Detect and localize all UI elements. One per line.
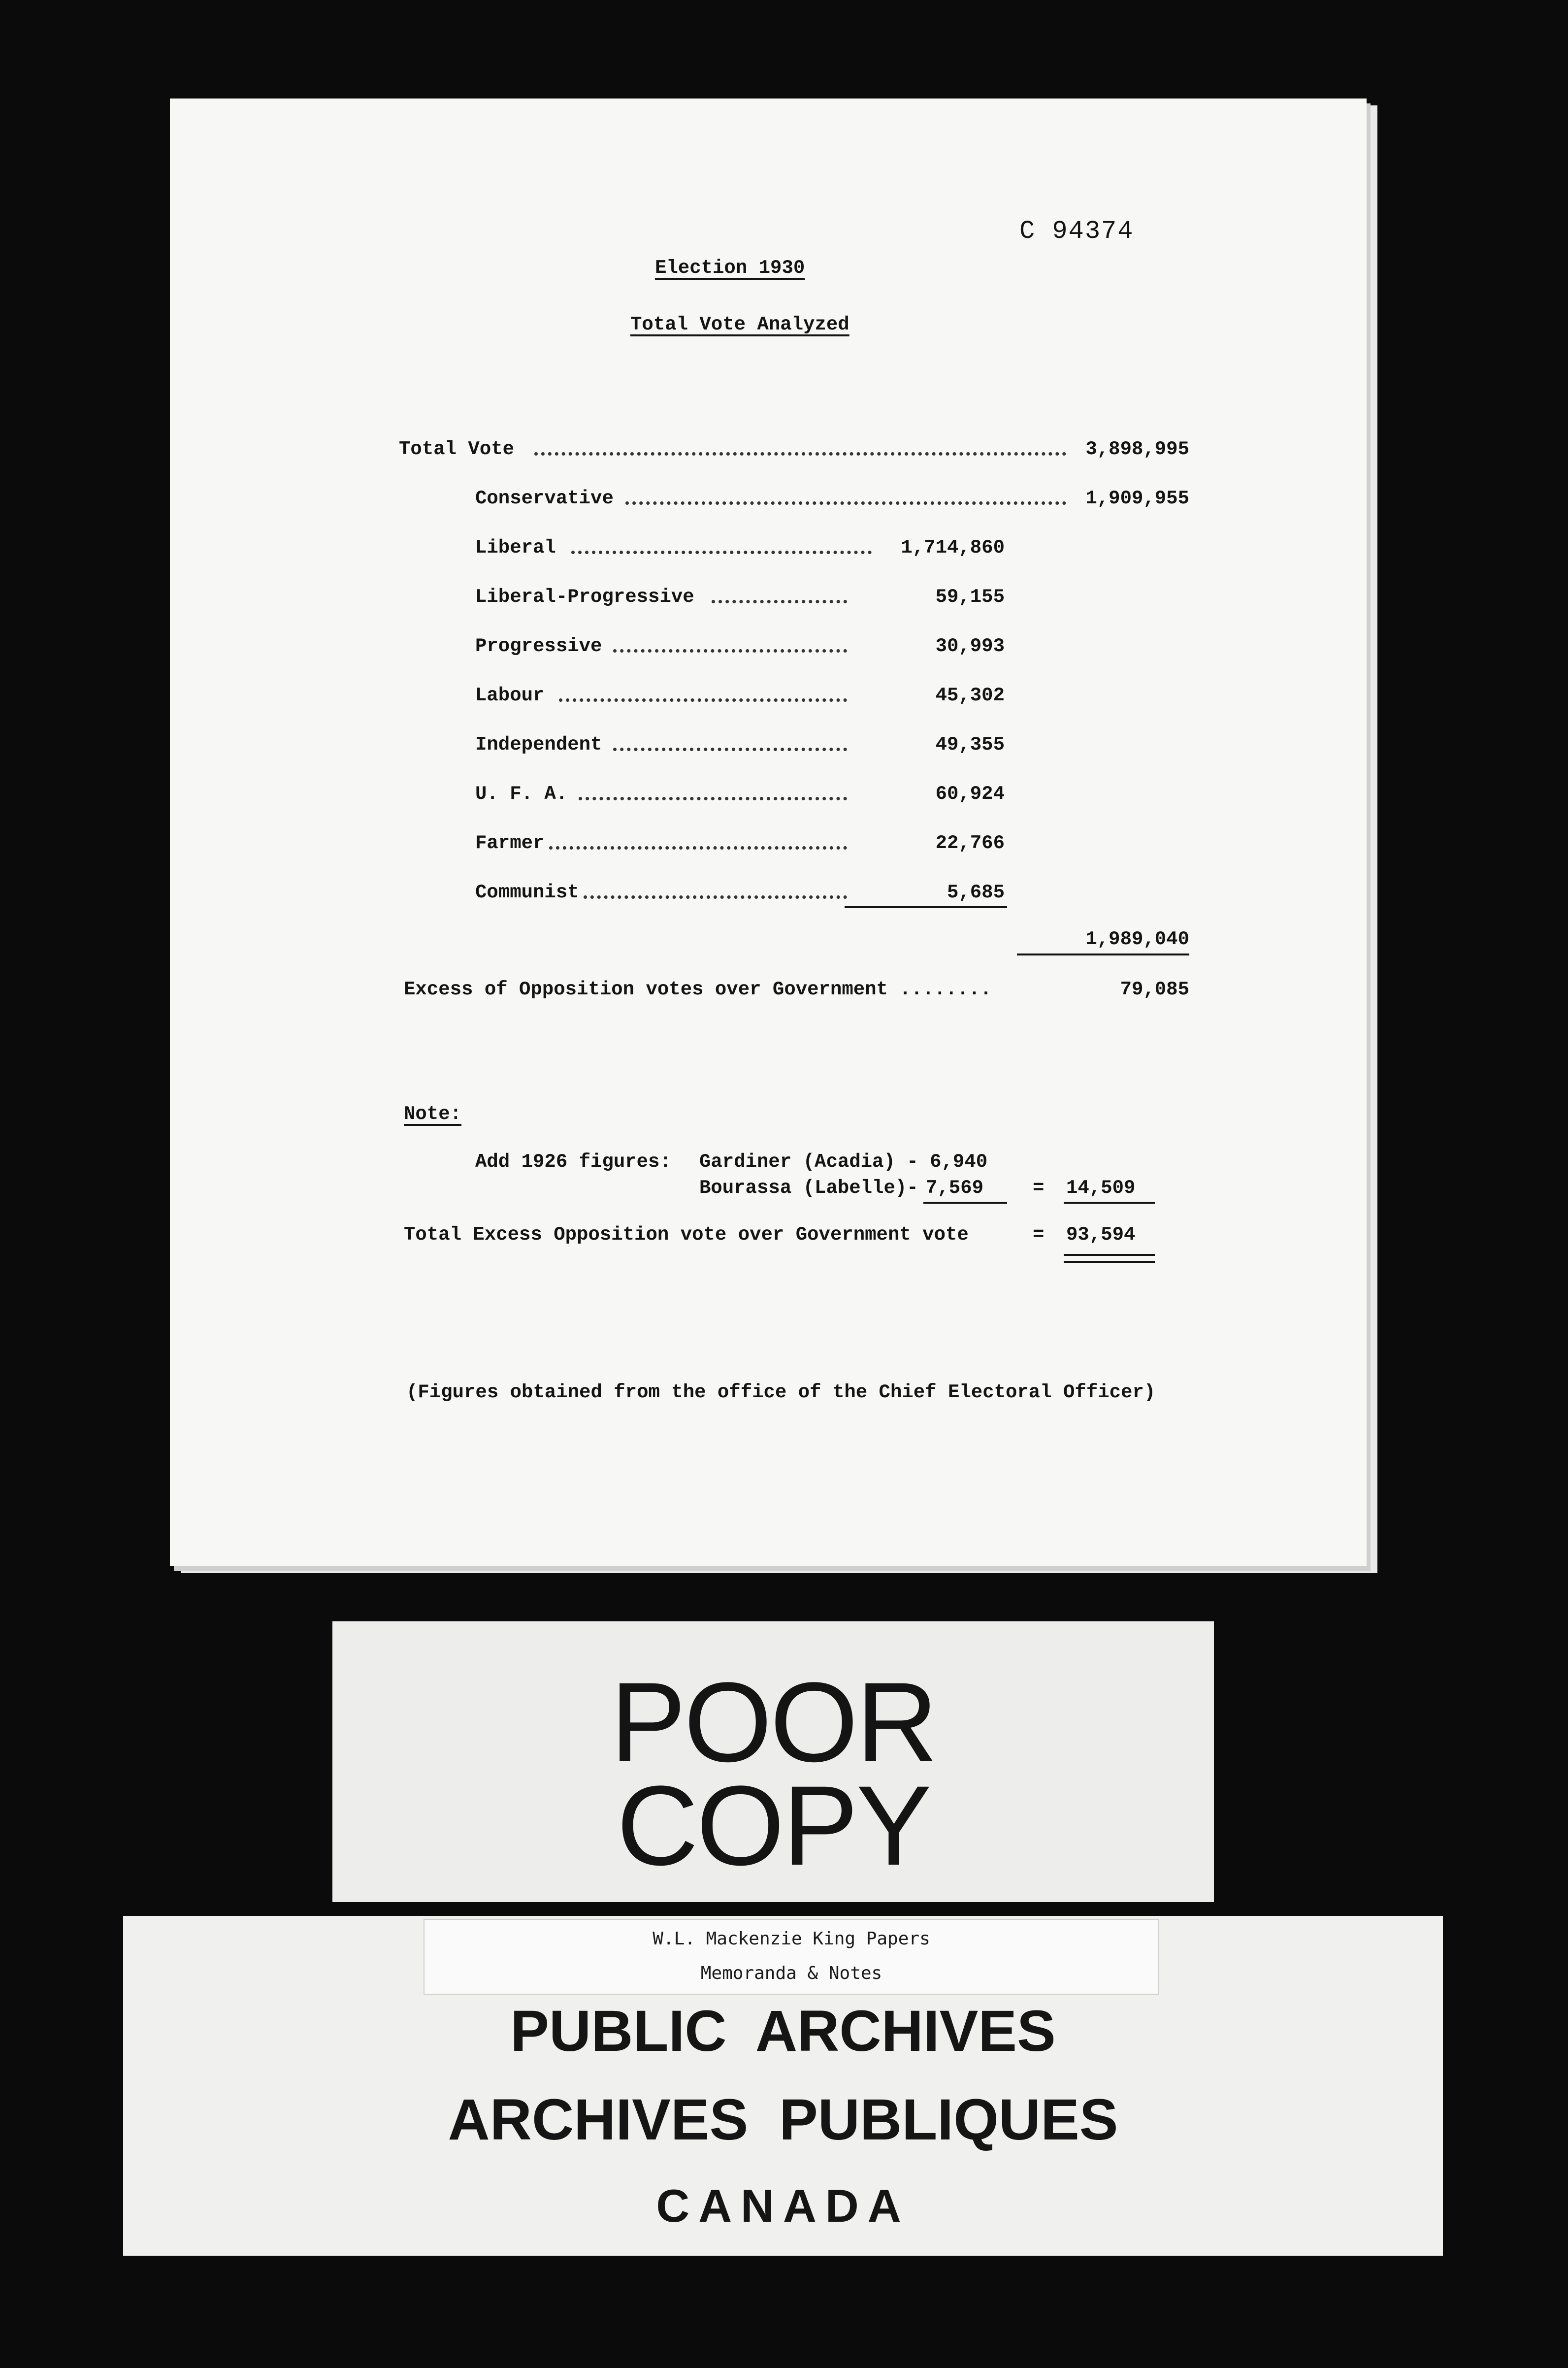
memo-page [170, 99, 1367, 1566]
party-label: U. F. A. [475, 783, 568, 805]
leader-dots [571, 551, 872, 554]
subtotal-rule [845, 906, 1007, 908]
total-rule [1017, 954, 1189, 955]
collection-name: W.L. Mackenzie King Papers [653, 1929, 930, 1949]
party-value: 59,155 [935, 586, 1005, 608]
note-bourassa-value: 7,569 [926, 1177, 984, 1199]
party-label: Independent [475, 734, 602, 756]
total-excess-label: Total Excess Opposition vote over Government vote [404, 1224, 969, 1246]
archive-line-3: CANADA [656, 2180, 910, 2232]
party-value: 1,714,860 [901, 537, 1005, 559]
note-bourassa: Bourassa (Labelle)- [699, 1177, 918, 1199]
note-add-label: Add 1926 figures: [475, 1151, 671, 1173]
leader-dots [549, 846, 847, 850]
party-value: 49,355 [935, 734, 1005, 756]
party-label: Liberal-Progressive [475, 586, 694, 608]
leader-dots [534, 452, 1066, 456]
note-sum: 14,509 [1066, 1177, 1136, 1199]
party-value: 30,993 [935, 635, 1005, 657]
collection-strip [424, 1919, 1159, 1995]
opposition-total: 1,989,040 [1085, 928, 1189, 950]
total-excess-equals: = [1033, 1224, 1045, 1246]
government-label: Conservative [475, 488, 614, 509]
party-value: 45,302 [935, 685, 1005, 706]
party-label: Labour [475, 685, 545, 706]
note-rule [923, 1202, 1007, 1204]
stamp-line-2: COPY [617, 1762, 930, 1889]
note-equals: = [1033, 1177, 1045, 1199]
leader-dots [613, 649, 847, 653]
total-excess-value: 93,594 [1066, 1224, 1136, 1246]
excess-value: 79,085 [1120, 979, 1189, 1000]
memo-title: Election 1930 [655, 257, 805, 279]
poor-copy-stamp [332, 1621, 1214, 1902]
party-label: Communist [475, 882, 579, 903]
leader-dots [584, 895, 847, 899]
reference-number: C 94374 [1019, 217, 1134, 246]
party-value: 5,685 [947, 882, 1005, 903]
party-label: Liberal [475, 537, 556, 559]
leader-dots [559, 698, 847, 702]
archive-label [123, 1916, 1443, 2256]
source-note: (Figures obtained from the office of the Chief Electoral Officer) [406, 1381, 1156, 1403]
leader-dots [613, 748, 847, 751]
excess-label: Excess of Opposition votes over Government ........ [404, 979, 992, 1000]
leader-dots [625, 501, 1066, 505]
party-value: 60,924 [935, 783, 1005, 805]
double-rule-top [1064, 1254, 1155, 1256]
party-label: Progressive [475, 635, 602, 657]
note-sum-rule [1064, 1202, 1155, 1204]
leader-dots [712, 600, 847, 603]
party-label: Farmer [475, 832, 545, 854]
total-vote-value: 3,898,995 [1085, 438, 1189, 460]
archive-line-2: ARCHIVES PUBLIQUES [448, 2087, 1118, 2152]
total-vote-label: Total Vote [399, 438, 515, 460]
leader-dots [579, 797, 847, 800]
double-rule-bottom [1064, 1261, 1155, 1263]
note-label: Note: [404, 1103, 462, 1125]
memo-subtitle: Total Vote Analyzed [630, 314, 849, 335]
archive-line-1: PUBLIC ARCHIVES [510, 1999, 1056, 2064]
government-value: 1,909,955 [1085, 488, 1189, 509]
collection-series: Memoranda & Notes [700, 1963, 882, 1983]
party-value: 22,766 [935, 832, 1005, 854]
note-gardiner: Gardiner (Acadia) - 6,940 [699, 1151, 988, 1173]
stamp-line-1: POOR [610, 1659, 936, 1785]
